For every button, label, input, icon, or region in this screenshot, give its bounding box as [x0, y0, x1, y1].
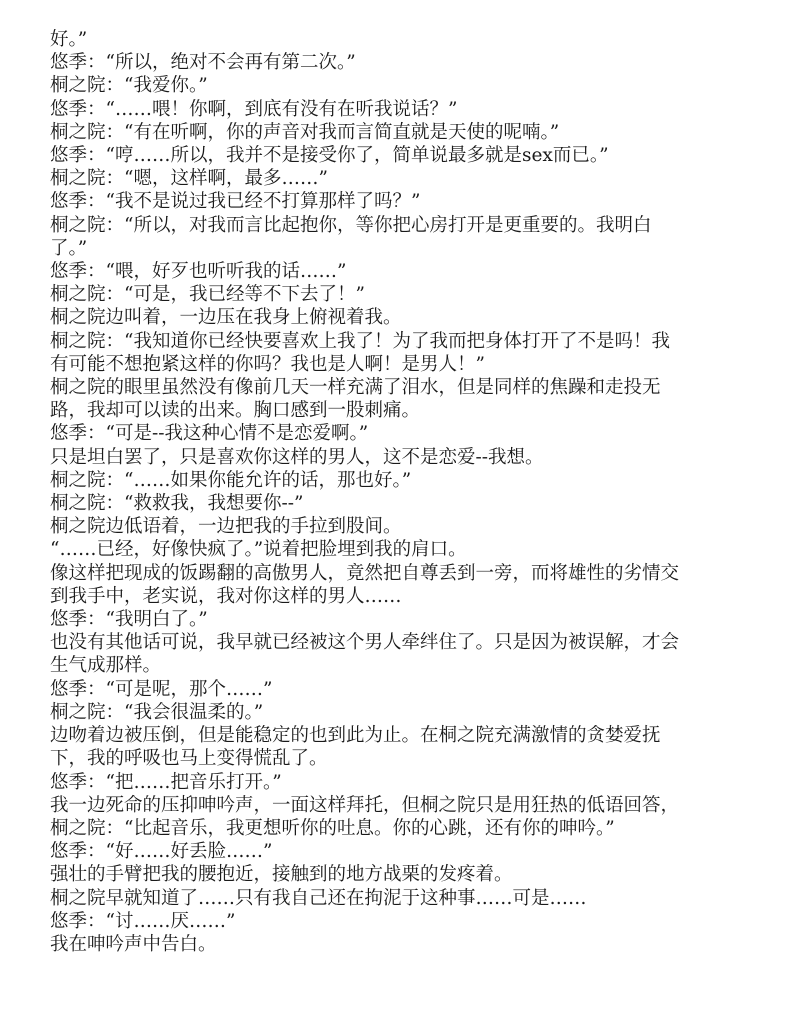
text-line: 桐之院的眼里虽然没有像前几天一样充满了泪水，但是同样的焦躁和走投无 — [50, 377, 661, 399]
text-line: 桐之院边低语着，一边把我的手拉到股间。 — [50, 516, 402, 538]
text-line: 了。” — [50, 237, 88, 259]
text-line: 有可能不想抱紧这样的你吗？我也是人啊！是男人！” — [50, 353, 485, 375]
text-line: 我一边死命的压抑呻吟声，一面这样拜托，但桐之院只是用狂热的低语回答， — [50, 794, 680, 816]
text-line: 悠季：“喂，好歹也听听我的话……” — [50, 261, 347, 283]
text-line: 我在呻吟声中告白。 — [50, 933, 217, 955]
text-line: 桐之院：“我知道你已经快要喜欢上我了！为了我而把身体打开了不是吗！我 — [50, 330, 670, 352]
text-line: 桐之院：“比起音乐，我更想听你的吐息。你的心跳，还有你的呻吟。” — [50, 817, 615, 839]
text-line: 桐之院：“有在听啊，你的声音对我而言简直就是天使的呢喃。” — [50, 121, 560, 143]
text-line: “……已经，好像快疯了。”说着把脸埋到我的肩口。 — [50, 539, 467, 561]
text-line: 悠季：“我明白了。” — [50, 609, 208, 631]
text-line: 悠季：“……喂！你啊，到底有没有在听我说话？” — [50, 98, 458, 120]
text-line: 强壮的手臂把我的腰抱近，接触到的地方战栗的发疼着。 — [50, 864, 513, 886]
text-line: 好。” — [50, 29, 88, 50]
document-body — [50, 28, 760, 956]
text-line: 桐之院早就知道了……只有我自己还在拘泥于这种事……可是…… — [50, 887, 587, 909]
text-line: 桐之院：“嗯，这样啊，最多……” — [50, 168, 328, 190]
text-line: 桐之院：“救救我，我想要你--” — [50, 493, 304, 515]
text-line: 悠季：“可是呢，那个……” — [50, 678, 273, 700]
text-line: 只是坦白罢了，只是喜欢你这样的男人，这不是恋爱--我想。 — [50, 446, 544, 468]
text-line: 生气成那样。 — [50, 655, 162, 677]
text-line: 悠季：“我不是说过我已经不打算那样了吗？” — [50, 191, 421, 213]
text-line: 路，我却可以读的出来。胸口感到一股刺痛。 — [50, 400, 421, 422]
text-line: 桐之院：“我会很温柔的。” — [50, 701, 264, 723]
text-line: 悠季：“可是--我这种心情不是恋爱啊。” — [50, 423, 369, 445]
text-line: 像这样把现成的饭踢翻的高傲男人，竟然把自尊丢到一旁，而将雄性的劣情交 — [50, 562, 680, 584]
text-line: 悠季：“哼……所以，我并不是接受你了，简单说最多就是sex而已。” — [50, 145, 609, 167]
text-line: 悠季：“好……好丢脸……” — [50, 841, 273, 863]
text-line: 桐之院：“可是，我已经等不下去了！” — [50, 284, 365, 306]
text-line: 下，我的呼吸也马上变得慌乱了。 — [50, 748, 328, 770]
text-line: 悠季：“讨……厌……” — [50, 910, 236, 932]
text-line: 桐之院边叫着，一边压在我身上俯视着我。 — [50, 307, 402, 329]
text-line: 悠季：“把……把音乐打开。” — [50, 771, 282, 793]
text-line: 桐之院：“……如果你能允许的话，那也好。” — [50, 469, 412, 491]
text-line: 桐之院：“我爱你。” — [50, 75, 208, 97]
text-line: 到我手中，老实说，我对你这样的男人…… — [50, 585, 402, 607]
text-line: 边吻着边被压倒，但是能稳定的也到此为止。在桐之院充满激情的贪婪爱抚 — [50, 725, 661, 747]
text-line: 桐之院：“所以，对我而言比起抱你，等你把心房打开是更重要的。我明白 — [50, 214, 652, 236]
text-line: 悠季：“所以，绝对不会再有第二次。” — [50, 52, 356, 74]
text-line: 也没有其他话可说，我早就已经被这个男人牵绊住了。只是因为被误解，才会 — [50, 632, 680, 654]
